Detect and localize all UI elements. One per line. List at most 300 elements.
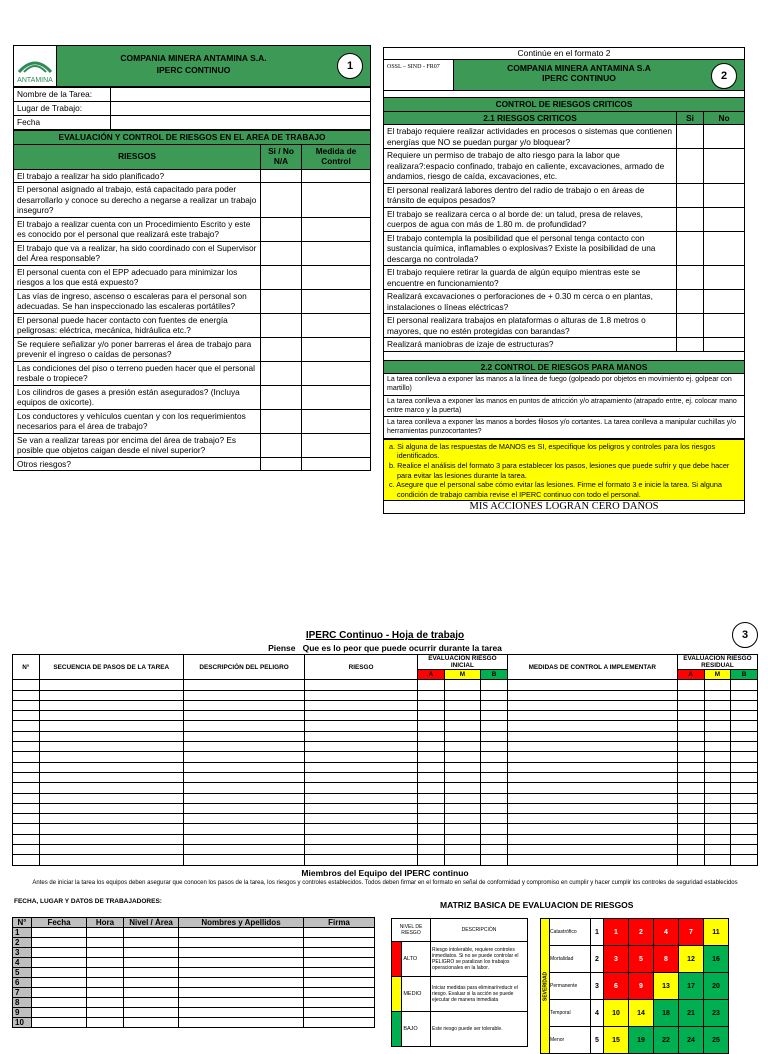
- worksheet-cell[interactable]: [183, 711, 304, 721]
- worksheet-cell[interactable]: [418, 742, 445, 752]
- member-cell[interactable]: [124, 1018, 179, 1028]
- worksheet-cell[interactable]: [13, 721, 40, 731]
- si-no-cell[interactable]: [261, 169, 302, 183]
- worksheet-cell[interactable]: [677, 680, 704, 690]
- no-cell[interactable]: [704, 338, 745, 352]
- worksheet-cell[interactable]: [677, 762, 704, 772]
- worksheet-cell[interactable]: [444, 793, 481, 803]
- member-cell[interactable]: [32, 948, 87, 958]
- task-name-field[interactable]: [111, 88, 371, 102]
- worksheet-cell[interactable]: [677, 793, 704, 803]
- worksheet-cell[interactable]: [677, 731, 704, 741]
- member-cell[interactable]: [87, 938, 124, 948]
- worksheet-cell[interactable]: [305, 700, 418, 710]
- si-no-cell[interactable]: [261, 409, 302, 433]
- worksheet-cell[interactable]: [418, 762, 445, 772]
- worksheet-cell[interactable]: [444, 762, 481, 772]
- worksheet-cell[interactable]: [677, 742, 704, 752]
- worksheet-cell[interactable]: [704, 742, 731, 752]
- si-cell[interactable]: [677, 314, 704, 338]
- worksheet-cell[interactable]: [305, 814, 418, 824]
- worksheet-cell[interactable]: [507, 731, 677, 741]
- member-cell[interactable]: [32, 1008, 87, 1018]
- member-cell[interactable]: [32, 1018, 87, 1028]
- worksheet-cell[interactable]: [444, 680, 481, 690]
- member-cell[interactable]: [304, 958, 375, 968]
- worksheet-cell[interactable]: [507, 700, 677, 710]
- matrix-cell: 20: [704, 973, 729, 1000]
- worksheet-cell[interactable]: [704, 845, 731, 855]
- worksheet-cell[interactable]: [481, 690, 508, 700]
- no-cell[interactable]: [704, 183, 745, 207]
- worksheet-cell[interactable]: [731, 803, 758, 813]
- worksheet-cell[interactable]: [481, 834, 508, 844]
- worksheet-cell[interactable]: [13, 742, 40, 752]
- worksheet-cell[interactable]: [13, 855, 40, 865]
- worksheet-cell[interactable]: [183, 793, 304, 803]
- worksheet-cell[interactable]: [481, 721, 508, 731]
- worksheet-cell[interactable]: [39, 772, 183, 782]
- si-no-cell[interactable]: [261, 457, 302, 471]
- worksheet-cell[interactable]: [39, 824, 183, 834]
- medida-cell[interactable]: [302, 337, 371, 361]
- no-cell[interactable]: [704, 149, 745, 184]
- member-cell[interactable]: [304, 938, 375, 948]
- medida-cell[interactable]: [302, 385, 371, 409]
- member-cell[interactable]: [179, 1018, 304, 1028]
- worksheet-cell[interactable]: [731, 680, 758, 690]
- worksheet-cell[interactable]: [704, 772, 731, 782]
- worksheet-cell[interactable]: [13, 824, 40, 834]
- worksheet-cell[interactable]: [39, 690, 183, 700]
- worksheet-cell[interactable]: [481, 772, 508, 782]
- worksheet-cell[interactable]: [704, 690, 731, 700]
- member-cell[interactable]: [124, 968, 179, 978]
- worksheet-cell[interactable]: [507, 772, 677, 782]
- worksheet-cell[interactable]: [418, 814, 445, 824]
- worksheet-cell[interactable]: [13, 752, 40, 762]
- worksheet-cell[interactable]: [183, 680, 304, 690]
- si-no-cell[interactable]: [261, 361, 302, 385]
- member-cell[interactable]: [304, 978, 375, 988]
- worksheet-cell[interactable]: [305, 762, 418, 772]
- worksheet-cell[interactable]: [731, 690, 758, 700]
- worksheet-cell[interactable]: [731, 834, 758, 844]
- worksheet-cell[interactable]: [183, 783, 304, 793]
- worksheet-cell[interactable]: [677, 711, 704, 721]
- worksheet-cell[interactable]: [731, 855, 758, 865]
- si-no-cell[interactable]: [261, 313, 302, 337]
- medida-cell[interactable]: [302, 457, 371, 471]
- member-cell[interactable]: [124, 958, 179, 968]
- member-cell[interactable]: [32, 928, 87, 938]
- medida-cell[interactable]: [302, 265, 371, 289]
- worksheet-cell[interactable]: [704, 752, 731, 762]
- worksheet-cell[interactable]: [507, 680, 677, 690]
- worksheet-cell[interactable]: [39, 783, 183, 793]
- worksheet-cell[interactable]: [481, 803, 508, 813]
- si-no-cell[interactable]: [261, 385, 302, 409]
- worksheet-cell[interactable]: [39, 855, 183, 865]
- worksheet-cell[interactable]: [418, 680, 445, 690]
- worksheet-cell[interactable]: [507, 834, 677, 844]
- no-cell[interactable]: [704, 314, 745, 338]
- worksheet-cell[interactable]: [677, 834, 704, 844]
- worksheet-cell[interactable]: [444, 690, 481, 700]
- member-cell[interactable]: [87, 978, 124, 988]
- member-cell[interactable]: [124, 978, 179, 988]
- worksheet-cell[interactable]: [507, 742, 677, 752]
- worksheet-cell[interactable]: [418, 845, 445, 855]
- si-cell[interactable]: [677, 183, 704, 207]
- member-cell[interactable]: [124, 928, 179, 938]
- worksheet-cell[interactable]: [704, 700, 731, 710]
- worksheet-cell[interactable]: [677, 752, 704, 762]
- worksheet-cell[interactable]: [731, 824, 758, 834]
- worksheet-cell[interactable]: [305, 845, 418, 855]
- no-cell[interactable]: [704, 231, 745, 266]
- member-cell[interactable]: [304, 928, 375, 938]
- si-cell[interactable]: [677, 207, 704, 231]
- worksheet-cell[interactable]: [731, 721, 758, 731]
- member-cell[interactable]: [179, 948, 304, 958]
- company-name: COMPANIA MINERA ANTAMINA S.A.: [120, 53, 267, 63]
- no-cell[interactable]: [704, 266, 745, 290]
- worksheet-cell[interactable]: [507, 711, 677, 721]
- worksheet-cell[interactable]: [39, 711, 183, 721]
- worksheet-cell[interactable]: [677, 721, 704, 731]
- worksheet-cell[interactable]: [13, 793, 40, 803]
- worksheet-cell[interactable]: [444, 721, 481, 731]
- worksheet-cell[interactable]: [507, 721, 677, 731]
- worksheet-cell[interactable]: [481, 752, 508, 762]
- si-cell[interactable]: [677, 231, 704, 266]
- worksheet-cell[interactable]: [183, 700, 304, 710]
- worksheet-cell[interactable]: [444, 742, 481, 752]
- worksheet-cell[interactable]: [39, 793, 183, 803]
- worksheet-cell[interactable]: [481, 700, 508, 710]
- member-cell[interactable]: [304, 948, 375, 958]
- si-cell[interactable]: [677, 338, 704, 352]
- worksheet-cell[interactable]: [731, 700, 758, 710]
- worksheet-cell[interactable]: [677, 855, 704, 865]
- worksheet-cell[interactable]: [418, 700, 445, 710]
- worksheet-cell[interactable]: [183, 834, 304, 844]
- worksheet-cell[interactable]: [704, 855, 731, 865]
- worksheet-cell[interactable]: [305, 834, 418, 844]
- worksheet-cell[interactable]: [13, 690, 40, 700]
- worksheet-cell[interactable]: [13, 772, 40, 782]
- worksheet-cell[interactable]: [183, 855, 304, 865]
- member-cell[interactable]: [87, 1008, 124, 1018]
- worksheet-cell[interactable]: [444, 783, 481, 793]
- worksheet-cell[interactable]: [39, 845, 183, 855]
- worksheet-cell[interactable]: [305, 824, 418, 834]
- worksheet-cell[interactable]: [13, 814, 40, 824]
- si-no-cell[interactable]: [261, 433, 302, 457]
- worksheet-cell[interactable]: [677, 772, 704, 782]
- worksheet-cell[interactable]: [183, 824, 304, 834]
- worksheet-cell[interactable]: [507, 803, 677, 813]
- no-cell[interactable]: [704, 207, 745, 231]
- member-cell[interactable]: [179, 1008, 304, 1018]
- member-cell[interactable]: [179, 988, 304, 998]
- worksheet-cell[interactable]: [481, 814, 508, 824]
- member-cell[interactable]: [87, 958, 124, 968]
- member-cell[interactable]: [124, 988, 179, 998]
- worksheet-cell[interactable]: [507, 762, 677, 772]
- no-cell[interactable]: [704, 290, 745, 314]
- medida-cell[interactable]: [302, 241, 371, 265]
- worksheet-cell[interactable]: [183, 690, 304, 700]
- worksheet-cell[interactable]: [305, 793, 418, 803]
- member-cell[interactable]: [32, 998, 87, 1008]
- worksheet-cell[interactable]: [704, 803, 731, 813]
- worksheet-cell[interactable]: [444, 711, 481, 721]
- form1-header: [13, 45, 371, 87]
- worksheet-cell[interactable]: [13, 803, 40, 813]
- worksheet-cell[interactable]: [704, 680, 731, 690]
- worksheet-cell[interactable]: [677, 845, 704, 855]
- worksheet-cell[interactable]: [39, 680, 183, 690]
- worksheet-cell[interactable]: [183, 752, 304, 762]
- member-cell[interactable]: [32, 978, 87, 988]
- worksheet-cell[interactable]: [731, 772, 758, 782]
- worksheet-cell[interactable]: [731, 762, 758, 772]
- worksheet-cell[interactable]: [731, 845, 758, 855]
- member-cell[interactable]: [304, 968, 375, 978]
- worksheet-cell[interactable]: [704, 731, 731, 741]
- worksheet-cell[interactable]: [183, 721, 304, 731]
- worksheet-cell[interactable]: [507, 855, 677, 865]
- worksheet-cell[interactable]: [418, 731, 445, 741]
- member-cell[interactable]: [304, 998, 375, 1008]
- si-cell[interactable]: [677, 290, 704, 314]
- worksheet-cell[interactable]: [731, 731, 758, 741]
- worksheet-cell[interactable]: [704, 783, 731, 793]
- worksheet-cell[interactable]: [418, 803, 445, 813]
- worksheet-cell[interactable]: [444, 772, 481, 782]
- worksheet-cell[interactable]: [481, 845, 508, 855]
- worksheet-cell[interactable]: [481, 855, 508, 865]
- worksheet-cell[interactable]: [13, 731, 40, 741]
- worksheet-cell[interactable]: [731, 752, 758, 762]
- worksheet-cell[interactable]: [507, 793, 677, 803]
- worksheet-cell[interactable]: [39, 803, 183, 813]
- worksheet-cell[interactable]: [418, 752, 445, 762]
- worksheet-cell[interactable]: [39, 834, 183, 844]
- si-no-cell[interactable]: [261, 265, 302, 289]
- member-cell[interactable]: [87, 968, 124, 978]
- matrix-cell: 19: [629, 1027, 654, 1054]
- worksheet-cell[interactable]: [305, 803, 418, 813]
- worksheet-cell[interactable]: [507, 824, 677, 834]
- si-no-cell[interactable]: [261, 217, 302, 241]
- worksheet-cell[interactable]: [444, 752, 481, 762]
- worksheet-cell[interactable]: [481, 711, 508, 721]
- si-no-cell[interactable]: [261, 241, 302, 265]
- worksheet-cell[interactable]: [305, 783, 418, 793]
- member-num: 10: [13, 1018, 32, 1028]
- worksheet-cell[interactable]: [481, 793, 508, 803]
- worksheet-cell[interactable]: [677, 803, 704, 813]
- worksheet-cell[interactable]: [677, 814, 704, 824]
- member-cell[interactable]: [124, 938, 179, 948]
- worksheet-cell[interactable]: [444, 834, 481, 844]
- worksheet-cell[interactable]: [444, 700, 481, 710]
- worksheet-cell[interactable]: [704, 814, 731, 824]
- worksheet-cell[interactable]: [507, 690, 677, 700]
- member-cell[interactable]: [179, 958, 304, 968]
- work-place-field[interactable]: [111, 102, 371, 116]
- worksheet-cell[interactable]: [183, 814, 304, 824]
- worksheet-cell[interactable]: [418, 855, 445, 865]
- member-cell[interactable]: [87, 1018, 124, 1028]
- worksheet-cell[interactable]: [305, 855, 418, 865]
- member-cell[interactable]: [87, 988, 124, 998]
- worksheet-cell[interactable]: [183, 772, 304, 782]
- worksheet-cell[interactable]: [677, 824, 704, 834]
- worksheet-cell[interactable]: [507, 783, 677, 793]
- medida-cell[interactable]: [302, 361, 371, 385]
- worksheet-cell[interactable]: [13, 834, 40, 844]
- worksheet-cell[interactable]: [444, 845, 481, 855]
- worksheet-cell[interactable]: [704, 834, 731, 844]
- worksheet-cell[interactable]: [418, 721, 445, 731]
- worksheet-cell[interactable]: [418, 772, 445, 782]
- si-no-cell[interactable]: [261, 337, 302, 361]
- worksheet-cell[interactable]: [444, 803, 481, 813]
- worksheet-cell[interactable]: [13, 700, 40, 710]
- member-cell[interactable]: [32, 958, 87, 968]
- worksheet-cell[interactable]: [39, 814, 183, 824]
- worksheet-cell[interactable]: [39, 721, 183, 731]
- worksheet-cell[interactable]: [677, 700, 704, 710]
- member-cell[interactable]: [304, 1008, 375, 1018]
- member-cell[interactable]: [124, 998, 179, 1008]
- worksheet-cell[interactable]: [481, 824, 508, 834]
- worksheet-cell[interactable]: [481, 680, 508, 690]
- worksheet-cell[interactable]: [39, 700, 183, 710]
- medida-cell[interactable]: [302, 183, 371, 218]
- medida-cell[interactable]: [302, 289, 371, 313]
- worksheet-cell[interactable]: [731, 793, 758, 803]
- worksheet-cell[interactable]: [13, 711, 40, 721]
- worksheet-cell[interactable]: [183, 731, 304, 741]
- member-cell[interactable]: [179, 928, 304, 938]
- worksheet-cell[interactable]: [731, 814, 758, 824]
- worksheet-cell[interactable]: [444, 824, 481, 834]
- worksheet-cell[interactable]: [704, 711, 731, 721]
- medida-cell[interactable]: [302, 169, 371, 183]
- worksheet-cell[interactable]: [704, 762, 731, 772]
- worksheet-cell[interactable]: [305, 742, 418, 752]
- si-no-cell[interactable]: [261, 183, 302, 218]
- worksheet-cell[interactable]: [305, 711, 418, 721]
- si-cell[interactable]: [677, 149, 704, 184]
- worksheet-cell[interactable]: [305, 772, 418, 782]
- worksheet-cell[interactable]: [507, 814, 677, 824]
- member-cell[interactable]: [179, 998, 304, 1008]
- worksheet-cell[interactable]: [481, 762, 508, 772]
- worksheet-cell[interactable]: [183, 762, 304, 772]
- medida-cell[interactable]: [302, 313, 371, 337]
- worksheet-cell[interactable]: [444, 814, 481, 824]
- worksheet-cell[interactable]: [731, 783, 758, 793]
- worksheet-cell[interactable]: [704, 824, 731, 834]
- medida-cell[interactable]: [302, 217, 371, 241]
- medida-cell[interactable]: [302, 433, 371, 457]
- worksheet-cell[interactable]: [677, 690, 704, 700]
- worksheet-cell[interactable]: [183, 742, 304, 752]
- medida-cell[interactable]: [302, 409, 371, 433]
- worksheet-cell[interactable]: [418, 834, 445, 844]
- worksheet-cell[interactable]: [305, 752, 418, 762]
- worksheet-cell[interactable]: [305, 690, 418, 700]
- member-cell[interactable]: [179, 978, 304, 988]
- worksheet-cell[interactable]: [39, 742, 183, 752]
- worksheet-cell[interactable]: [704, 793, 731, 803]
- member-cell[interactable]: [124, 1008, 179, 1018]
- worksheet-cell[interactable]: [481, 742, 508, 752]
- worksheet-cell[interactable]: [507, 845, 677, 855]
- worksheet-cell[interactable]: [183, 803, 304, 813]
- worksheet-cell[interactable]: [731, 742, 758, 752]
- si-cell[interactable]: [677, 266, 704, 290]
- worksheet-cell[interactable]: [13, 762, 40, 772]
- worksheet-cell[interactable]: [183, 845, 304, 855]
- worksheet-cell[interactable]: [39, 752, 183, 762]
- worksheet-cell[interactable]: [507, 752, 677, 762]
- worksheet-cell[interactable]: [39, 762, 183, 772]
- worksheet-cell[interactable]: [704, 721, 731, 731]
- worksheet-cell[interactable]: [13, 680, 40, 690]
- member-cell[interactable]: [179, 968, 304, 978]
- worksheet-cell[interactable]: [418, 824, 445, 834]
- worksheet-cell[interactable]: [13, 783, 40, 793]
- worksheet-cell[interactable]: [305, 731, 418, 741]
- member-cell[interactable]: [304, 988, 375, 998]
- worksheet-cell[interactable]: [481, 731, 508, 741]
- worksheet-cell[interactable]: [418, 783, 445, 793]
- worksheet-cell[interactable]: [305, 680, 418, 690]
- member-cell[interactable]: [124, 948, 179, 958]
- member-cell[interactable]: [87, 998, 124, 1008]
- member-cell[interactable]: [32, 968, 87, 978]
- worksheet-cell[interactable]: [731, 711, 758, 721]
- worksheet-cell[interactable]: [305, 721, 418, 731]
- member-cell[interactable]: [304, 1018, 375, 1028]
- si-cell[interactable]: [677, 125, 704, 149]
- member-cell[interactable]: [32, 938, 87, 948]
- member-cell[interactable]: [87, 948, 124, 958]
- worksheet-cell[interactable]: [677, 783, 704, 793]
- worksheet-cell[interactable]: [444, 855, 481, 865]
- worksheet-cell[interactable]: [39, 731, 183, 741]
- worksheet-cell[interactable]: [418, 793, 445, 803]
- worksheet-cell[interactable]: [481, 783, 508, 793]
- member-cell[interactable]: [32, 988, 87, 998]
- worksheet-cell[interactable]: [418, 690, 445, 700]
- worksheet-cell[interactable]: [444, 731, 481, 741]
- si-no-cell[interactable]: [261, 289, 302, 313]
- no-cell[interactable]: [704, 125, 745, 149]
- member-cell[interactable]: [179, 938, 304, 948]
- worksheet-cell[interactable]: [13, 845, 40, 855]
- member-cell[interactable]: [87, 928, 124, 938]
- date-field[interactable]: [111, 116, 371, 130]
- worksheet-cell[interactable]: [418, 711, 445, 721]
